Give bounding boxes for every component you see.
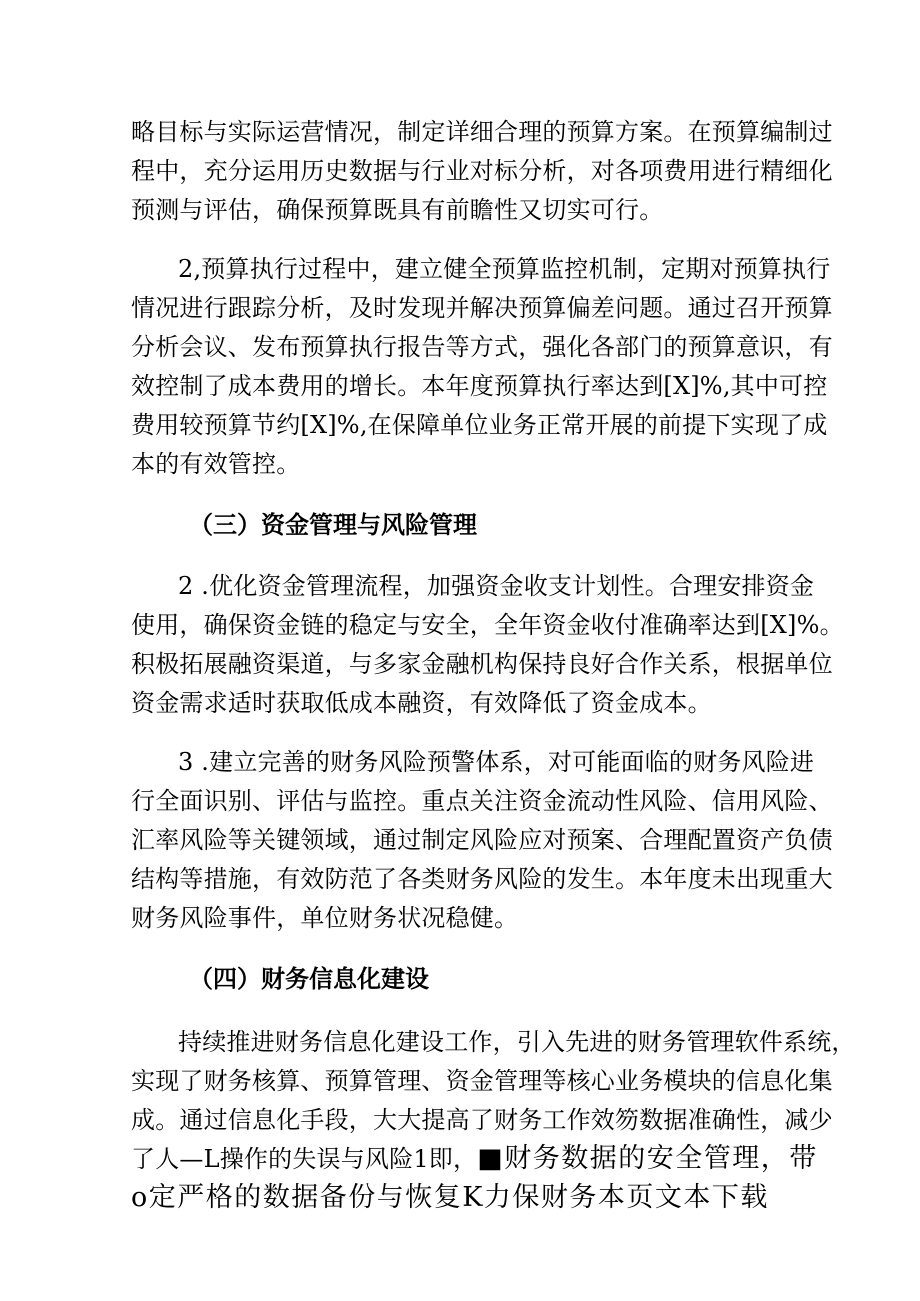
paragraph-5-line-5: o定严格的数据备份与恢复K力保财务本页文本下载	[131, 1182, 769, 1213]
paragraph-3-line-3: 积极拓展融资渠道，与多家金融机构保持良好合作关系，根据单位	[131, 650, 833, 678]
paragraph-5-line-4-text: 了人—L操作的失误与风险1即，	[131, 1145, 478, 1173]
paragraph-3-line-1: 2 .优化资金管理流程，加强资金收支计划性。合理安排资金	[178, 572, 815, 600]
section-heading-3: （三）资金管理与风险管理	[189, 510, 477, 539]
paragraph-1-line-3: 预测与评估，确保预算既具有前瞻性又切实可行。	[131, 196, 664, 224]
paragraph-3-line-2: 使用，确保资金链的稳定与安全，全年资金收付准确率达到[X]%。	[131, 611, 844, 639]
paragraph-5-line-4-tail: ■财务数据的安全管理，带	[477, 1143, 818, 1174]
paragraph-5-line-3: 成。通过信息化手段，大大提高了财务工作效笏数据准确性，减少	[131, 1106, 833, 1134]
paragraph-2-line-3: 分析会议、发布预算执行报告等方式，强化各部门的预算意识，有	[131, 333, 833, 361]
paragraph-2-line-6: 本的有效管控。	[131, 450, 301, 478]
paragraph-4-line-2: 行全面识别、评估与监控。重点关注资金流动性风险、信用风险、	[131, 787, 833, 815]
paragraph-1-line-2: 程中，充分运用历史数据与行业对标分析，对各项费用进行精细化	[131, 157, 833, 185]
paragraph-5-line-4	[131, 1144, 818, 1174]
paragraph-4-line-5: 财务风险事件，单位财务状况稳健。	[131, 904, 519, 932]
paragraph-2-line-2: 情况进行跟踪分析，及时发现并解决预算偏差问题。通过召开预算	[131, 294, 833, 322]
paragraph-4-line-4: 结构等措施，有效防范了各类财务风险的发生。本年度未出现重大	[131, 865, 833, 893]
paragraph-2-line-5: 费用较预算节约[X]%,在保障单位业务正常开展的前提下实现了成	[131, 411, 828, 439]
paragraph-4-line-3: 汇率风险等关键领域，通过制定风险应对预案、合理配置资产负债	[131, 826, 833, 854]
paragraph-5-line-2: 实现了财务核算、预算管理、资金管理等核心业务模块的信息化集	[131, 1067, 833, 1095]
paragraph-4-line-1: 3 .建立完善的财务风险预警体系，对可能面临的财务风险进	[178, 748, 815, 776]
paragraph-2-line-4: 效控制了成本费用的增长。本年度预算执行率达到[X]%,其中可控	[131, 372, 828, 400]
paragraph-1-line-1: 略目标与实际运营情况，制定详细合理的预算方案。在预算编制过	[131, 118, 833, 146]
paragraph-5-line-1: 持续推进财务信息化建设工作，引入先进的财务管理软件系统，	[178, 1028, 856, 1056]
section-heading-4: （四）财务信息化建设	[189, 964, 429, 993]
paragraph-2-line-1: 2,预算执行过程中，建立健全预算监控机制，定期对预算执行	[178, 255, 831, 283]
paragraph-3-line-4: 资金需求适时获取低成本融资，有效降低了资金成本。	[131, 689, 712, 717]
